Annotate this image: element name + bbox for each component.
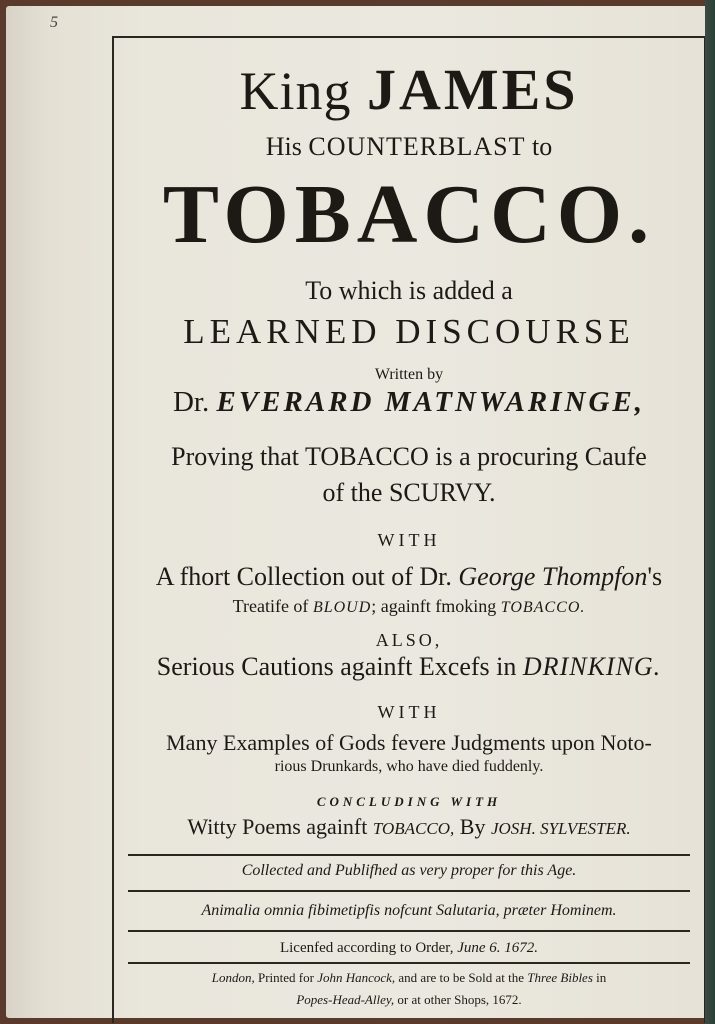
poems-author: JOSH. SYLVESTER. bbox=[490, 819, 631, 838]
with-heading-2: WITH bbox=[377, 702, 441, 722]
poems-line bbox=[114, 814, 704, 840]
title-king: King bbox=[239, 61, 352, 121]
licensed-date: June 6. 1672. bbox=[457, 940, 539, 956]
to-which-added: To which is added a bbox=[305, 276, 513, 305]
title-tobacco: TOBACCO. bbox=[162, 168, 656, 261]
rule-3 bbox=[128, 930, 690, 932]
collection-line bbox=[114, 562, 704, 592]
imprint-d: or at other Shops, 1672. bbox=[397, 992, 522, 1007]
cautions-drinking: DRINKING. bbox=[522, 652, 662, 681]
poems-pre: Witty Poems againft bbox=[187, 814, 368, 839]
rule-4 bbox=[128, 962, 690, 964]
treatise-tobacco: TOBACCO. bbox=[500, 599, 586, 616]
examples-line-1: Many Examples of Gods fevere Judgments upon Noto- bbox=[166, 730, 652, 755]
examples-line-2: rious Drunkards, who have died fuddenly. bbox=[274, 758, 544, 775]
title-james: JAMES bbox=[366, 57, 579, 122]
author-line bbox=[114, 386, 704, 419]
poems-tobacco: TOBACCO, bbox=[372, 819, 455, 838]
also-heading: ALSO, bbox=[375, 630, 443, 650]
title-to: to bbox=[532, 132, 553, 161]
treatise-pre: Treatife of bbox=[232, 596, 309, 616]
collection-name: George Thompfon bbox=[458, 562, 648, 591]
imprint-line-1 bbox=[114, 970, 704, 986]
collection-post: 's bbox=[647, 562, 663, 591]
treatise-bloud: BLOUD bbox=[312, 599, 372, 616]
title-counterblast: COUNTERBLAST bbox=[308, 132, 526, 161]
proving-line-1: Proving that TOBACCO is a procuring Caufe bbox=[171, 442, 647, 471]
licensed-pre: Licenfed according to Order, bbox=[279, 940, 454, 956]
proving-line-2: of the SCURVY. bbox=[322, 478, 496, 507]
book-edge bbox=[705, 0, 715, 1024]
imprint-printer: John Hancock bbox=[317, 970, 392, 985]
written-by: Written by bbox=[374, 366, 444, 383]
cautions-pre: Serious Cautions againft Excefs in bbox=[156, 652, 517, 681]
page-number-mark: 5 bbox=[50, 14, 58, 31]
title-frame bbox=[112, 36, 706, 1023]
imprint-b: , and are to be Sold at the bbox=[391, 970, 525, 985]
treatise-mid: ; againft fmoking bbox=[371, 596, 497, 616]
title-king-james bbox=[114, 56, 704, 123]
with-heading-1: WITH bbox=[377, 530, 441, 550]
imprint-city: London, bbox=[211, 970, 255, 985]
title-counterblast-line bbox=[114, 132, 704, 162]
cautions-line bbox=[114, 652, 704, 682]
learned-discourse: LEARNED DISCOURSE bbox=[183, 312, 635, 351]
imprint-place: Popes-Head-Alley, bbox=[296, 992, 395, 1007]
motto-line: Animalia omnia fibimetipfis nofcunt Salutaria, præter Hominem. bbox=[201, 902, 617, 919]
author-name: EVERARD MATNWARINGE, bbox=[216, 386, 646, 418]
rule-1 bbox=[128, 854, 690, 856]
rule-2 bbox=[128, 890, 690, 892]
concluding-heading: CONCLUDING WITH bbox=[316, 794, 502, 809]
imprint-line-2 bbox=[114, 992, 704, 1008]
collection-pre: A fhort Collection out of Dr. bbox=[155, 562, 452, 591]
imprint-a: Printed for bbox=[257, 970, 314, 985]
collected-line: Collected and Publifhed as very proper for this Age. bbox=[241, 862, 577, 879]
licensed-line bbox=[114, 940, 704, 957]
title-page bbox=[6, 6, 708, 1018]
treatise-line bbox=[114, 596, 704, 617]
author-dr: Dr. bbox=[172, 386, 210, 418]
poems-by: By bbox=[459, 814, 486, 839]
title-his: His bbox=[265, 132, 302, 161]
imprint-sign: Three Bibles bbox=[527, 970, 593, 985]
imprint-c: in bbox=[596, 970, 607, 985]
